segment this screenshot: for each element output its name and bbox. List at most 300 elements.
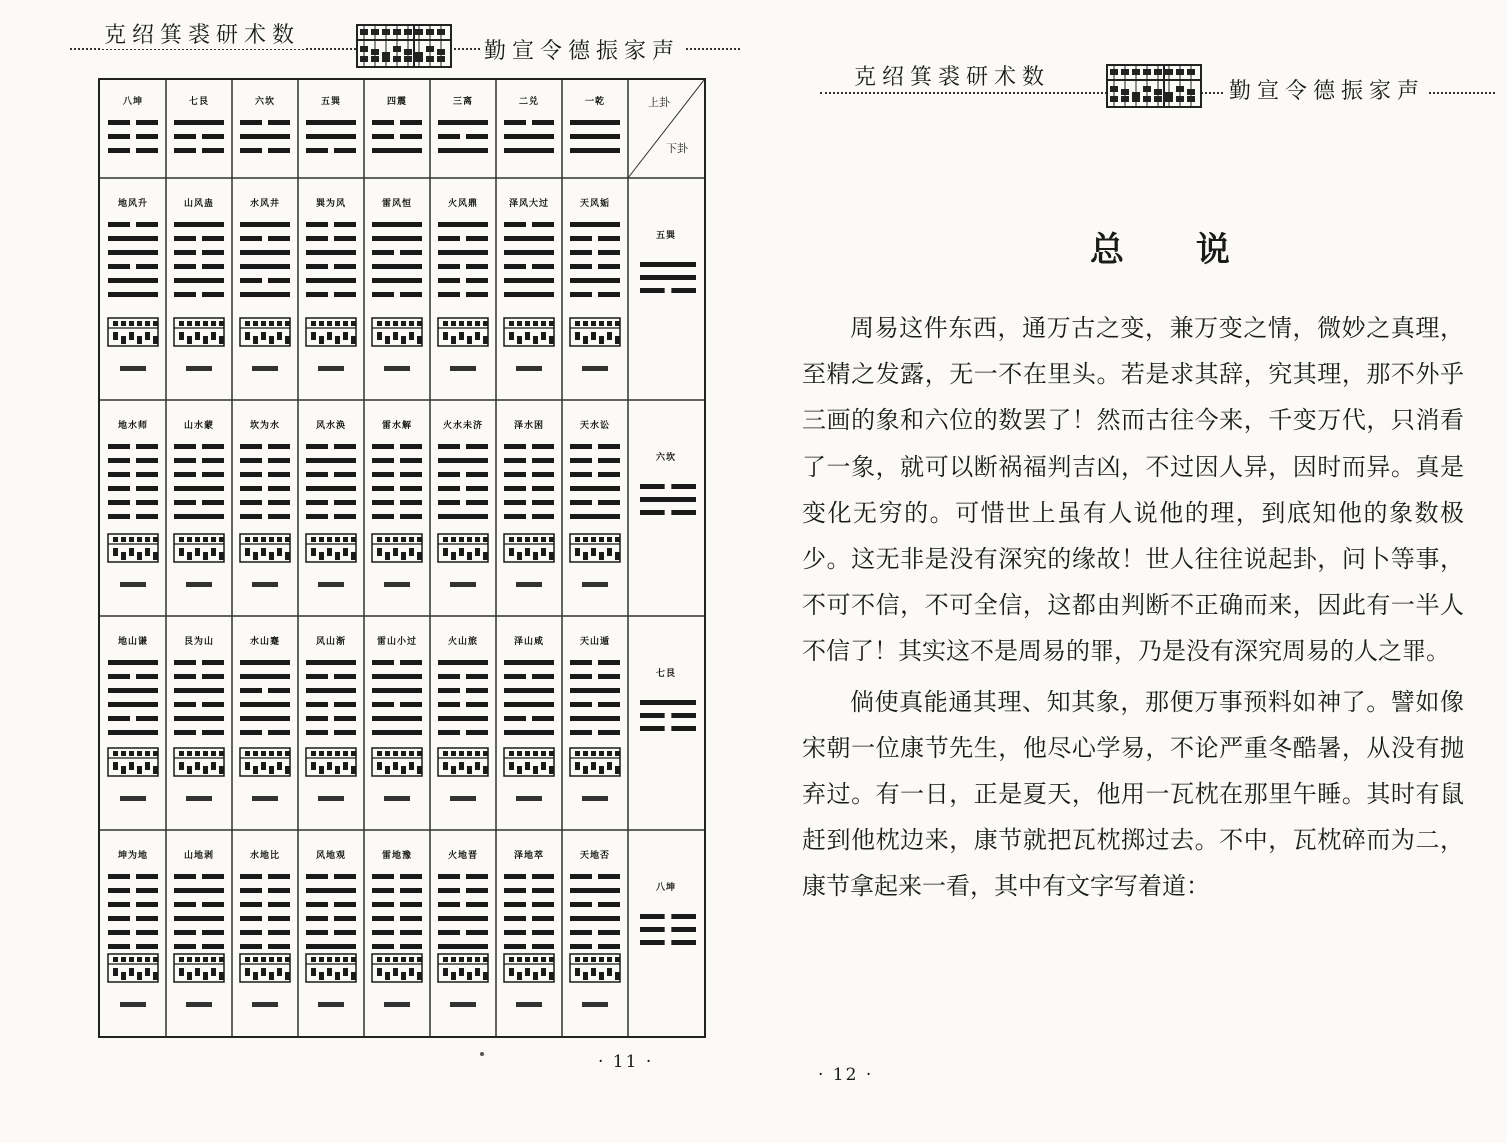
yin-line (108, 888, 130, 893)
counting-bead (311, 537, 316, 542)
counting-bead (467, 552, 472, 560)
counting-bead (451, 766, 456, 774)
numeral-mark (186, 582, 212, 587)
counting-bead (351, 751, 356, 756)
hexagram-title: 风地观 (315, 851, 346, 861)
trigram-title: 八坤 (122, 97, 143, 107)
yang-line (438, 916, 488, 921)
yin-line (570, 944, 592, 949)
yin-line (504, 930, 526, 935)
abacus-icon (1106, 64, 1202, 108)
counting-bead (253, 537, 258, 542)
trigram-title: 一乾 (584, 97, 605, 107)
abacus-bead (1121, 69, 1129, 75)
counting-bead (377, 332, 382, 340)
right-page (760, 0, 1507, 1143)
counting-bead (417, 336, 422, 344)
hexagram-title: 巽为风 (315, 199, 346, 209)
counting-bead (443, 968, 448, 976)
yang-line (240, 222, 290, 227)
abacus-bead (393, 56, 401, 62)
yin-line (268, 120, 290, 125)
counting-bead (475, 751, 480, 756)
yin-line (504, 944, 526, 949)
yin-line (640, 713, 665, 718)
counting-bead (179, 332, 184, 340)
yin-line (174, 472, 196, 477)
counting-bead (459, 332, 464, 340)
counting-bead (285, 537, 290, 542)
counting-bead (393, 321, 398, 326)
yang-line (108, 660, 158, 665)
counting-bead (285, 336, 290, 344)
counting-bead (113, 537, 118, 542)
corner-label-bottom: 下卦 (666, 142, 688, 155)
hexagram-title: 山地剥 (183, 851, 214, 861)
yin-line (136, 716, 158, 721)
counting-bead (203, 751, 208, 756)
counting-bead (179, 548, 184, 556)
counting-bead (533, 766, 538, 774)
yin-line (174, 250, 196, 255)
row-trigram-label: 六坎 (655, 453, 676, 463)
yang-line (174, 916, 224, 921)
counting-bead (467, 751, 472, 756)
counting-bead (509, 332, 514, 340)
counting-bead (351, 552, 356, 560)
yin-line (372, 444, 394, 449)
yang-line (174, 688, 224, 693)
yin-line (570, 874, 592, 879)
yin-line (671, 940, 696, 945)
numeral-mark (252, 582, 278, 587)
counting-bead (401, 552, 406, 560)
counting-bead (459, 548, 464, 556)
yang-line (570, 514, 620, 519)
counting-bead (541, 762, 546, 770)
counting-bead (121, 336, 126, 344)
yin-line (108, 222, 130, 227)
yin-line (108, 902, 130, 907)
counting-bead (607, 762, 612, 770)
yin-line (400, 702, 422, 707)
abacus-bead (1121, 89, 1129, 95)
counting-bead (343, 537, 348, 542)
counting-bead (575, 968, 580, 976)
yin-line (438, 902, 460, 907)
counting-bead (509, 751, 514, 756)
yin-line (400, 500, 422, 505)
counting-bead (517, 957, 522, 962)
hexagram-title: 风水涣 (315, 421, 346, 431)
counting-bead (483, 552, 488, 560)
yin-line (108, 716, 130, 721)
abacus-bead (1165, 69, 1173, 75)
yang-line (240, 674, 290, 679)
counting-bead (269, 972, 274, 980)
counting-bead (401, 537, 406, 542)
counting-bead (319, 957, 324, 962)
yin-line (438, 472, 460, 477)
yin-line (174, 944, 196, 949)
counting-bead (385, 957, 390, 962)
counting-bead (195, 332, 200, 340)
counting-bead (261, 548, 266, 556)
counting-bead (277, 537, 282, 542)
counting-bead (541, 548, 546, 556)
yin-line (240, 458, 262, 463)
counting-bead (269, 957, 274, 962)
counting-bead (583, 766, 588, 774)
yin-line (108, 134, 130, 139)
counting-bead (195, 968, 200, 976)
yin-line (466, 292, 488, 297)
counting-bead (327, 548, 332, 556)
header-left-text: 克绍箕裘研术数 (100, 18, 304, 49)
yang-line (372, 222, 422, 227)
counting-bead (467, 537, 472, 542)
yin-line (532, 930, 554, 935)
counting-bead (385, 336, 390, 344)
counting-bead (351, 957, 356, 962)
counting-bead (525, 321, 530, 326)
counting-bead (129, 332, 134, 340)
counting-bead (401, 972, 406, 980)
yin-line (532, 222, 554, 227)
counting-bead (211, 968, 216, 976)
counting-bead (541, 537, 546, 542)
counting-bead (137, 957, 142, 962)
yin-line (532, 444, 554, 449)
yin-line (268, 902, 290, 907)
counting-bead (261, 332, 266, 340)
counting-bead (583, 336, 588, 344)
corner-label-top: 上卦 (648, 96, 670, 109)
counting-bead (615, 321, 620, 326)
counting-bead (319, 972, 324, 980)
abacus-bead (1154, 96, 1162, 102)
yin-line (268, 688, 290, 693)
yin-line (136, 500, 158, 505)
counting-bead (343, 957, 348, 962)
yin-line (640, 510, 665, 515)
counting-bead (269, 321, 274, 326)
yin-line (570, 702, 592, 707)
yin-line (640, 940, 665, 945)
yin-line (372, 930, 394, 935)
yin-line (400, 514, 422, 519)
counting-bead (319, 766, 324, 774)
counting-bead (483, 957, 488, 962)
yin-line (136, 930, 158, 935)
counting-bead (195, 537, 200, 542)
yin-line (532, 902, 554, 907)
yin-line (598, 264, 620, 269)
abacus-bead (360, 29, 368, 35)
hexagram-title: 地风升 (117, 199, 148, 209)
yang-line (504, 278, 554, 283)
yin-line (400, 660, 422, 665)
counting-bead (377, 751, 382, 756)
counting-bead (311, 332, 316, 340)
counting-bead (219, 321, 224, 326)
hexagram-title: 地山谦 (117, 637, 148, 647)
abacus-bead (404, 49, 412, 55)
numeral-mark (120, 582, 146, 587)
yin-line (372, 874, 394, 879)
counting-bead (203, 972, 208, 980)
abacus-bead (1110, 96, 1118, 102)
numeral-mark (318, 582, 344, 587)
yin-line (240, 902, 262, 907)
section-title: 总 说 (1090, 230, 1260, 270)
yin-line (240, 444, 262, 449)
counting-bead (253, 321, 258, 326)
counting-bead (525, 968, 530, 976)
counting-bead (583, 751, 588, 756)
counting-bead (417, 957, 422, 962)
yang-line (372, 674, 422, 679)
yang-line (372, 148, 422, 153)
yin-line (202, 292, 224, 297)
yin-line (466, 134, 488, 139)
yin-line (598, 458, 620, 463)
yang-line (174, 486, 224, 491)
counting-bead (179, 762, 184, 770)
yang-line (438, 660, 488, 665)
yin-line (108, 674, 130, 679)
counting-bead (509, 957, 514, 962)
yin-line (671, 713, 696, 718)
yin-line (174, 444, 196, 449)
counting-bead (137, 552, 142, 560)
counting-bead (187, 972, 192, 980)
counting-bead (385, 751, 390, 756)
yin-line (268, 874, 290, 879)
yang-line (174, 222, 224, 227)
counting-bead (525, 957, 530, 962)
yin-line (334, 674, 356, 679)
counting-bead (211, 957, 216, 962)
counting-bead (575, 762, 580, 770)
numeral-mark (384, 796, 410, 801)
yin-line (438, 134, 460, 139)
trigram-title: 四震 (386, 97, 407, 107)
counting-bead (245, 548, 250, 556)
counting-bead (311, 968, 316, 976)
counting-bead (277, 321, 282, 326)
yin-line (438, 874, 460, 879)
abacus-bead (1143, 96, 1151, 102)
abacus-bead (1143, 69, 1151, 75)
yin-line (504, 874, 526, 879)
counting-bead (137, 766, 142, 774)
yin-line (532, 472, 554, 477)
yin-line (268, 888, 290, 893)
abacus-bead (1176, 96, 1184, 102)
counting-bead (607, 957, 612, 962)
yin-line (438, 444, 460, 449)
abacus-bead (371, 56, 379, 62)
yin-line (466, 930, 488, 935)
yin-line (306, 716, 328, 721)
counting-bead (211, 548, 216, 556)
counting-bead (277, 957, 282, 962)
counting-bead (583, 321, 588, 326)
yin-line (136, 120, 158, 125)
yin-line (306, 500, 328, 505)
yang-line (306, 660, 356, 665)
yin-line (570, 660, 592, 665)
counting-bead (591, 751, 596, 756)
counting-bead (261, 968, 266, 976)
abacus-bead (426, 56, 434, 62)
counting-bead (269, 537, 274, 542)
yang-line (306, 134, 356, 139)
counting-bead (401, 751, 406, 756)
counting-bead (327, 332, 332, 340)
yin-line (372, 292, 394, 297)
yin-line (532, 120, 554, 125)
counting-bead (409, 968, 414, 976)
counting-bead (219, 957, 224, 962)
counting-bead (615, 751, 620, 756)
yin-line (240, 486, 262, 491)
trigram-title: 三离 (452, 97, 473, 107)
counting-bead (483, 321, 488, 326)
yin-line (598, 236, 620, 241)
yin-line (400, 458, 422, 463)
counting-bead (377, 537, 382, 542)
yin-line (334, 500, 356, 505)
counting-bead (137, 537, 142, 542)
yin-line (306, 264, 328, 269)
numeral-mark (582, 796, 608, 801)
counting-bead (319, 537, 324, 542)
counting-bead (517, 336, 522, 344)
yang-line (108, 236, 158, 241)
counting-bead (269, 552, 274, 560)
numeral-mark (516, 1002, 542, 1007)
yin-line (334, 930, 356, 935)
yin-line (466, 888, 488, 893)
counting-bead (351, 321, 356, 326)
counting-bead (467, 766, 472, 774)
counting-bead (253, 972, 258, 980)
yin-line (202, 472, 224, 477)
abacus-bead (1165, 96, 1173, 102)
counting-bead (385, 321, 390, 326)
yin-line (504, 888, 526, 893)
yin-line (640, 726, 665, 731)
numeral-mark (252, 1002, 278, 1007)
counting-bead (607, 332, 612, 340)
yin-line (598, 250, 620, 255)
counting-bead (409, 762, 414, 770)
counting-bead (351, 537, 356, 542)
yang-line (438, 514, 488, 519)
yin-line (174, 674, 196, 679)
counting-bead (533, 957, 538, 962)
counting-bead (277, 762, 282, 770)
yin-line (504, 486, 526, 491)
numeral-mark (516, 366, 542, 371)
counting-bead (443, 332, 448, 340)
yin-line (108, 486, 130, 491)
counting-bead (121, 957, 126, 962)
counting-bead (615, 537, 620, 542)
hexagram-title: 雷地豫 (381, 851, 412, 861)
yin-line (438, 674, 460, 679)
counting-bead (417, 972, 422, 980)
header-left-text: 克绍箕裘研术数 (850, 60, 1054, 91)
counting-bead (509, 548, 514, 556)
yang-line (504, 292, 554, 297)
yin-line (306, 292, 328, 297)
trigram-hexagram-table (98, 78, 706, 1038)
yin-line (400, 902, 422, 907)
counting-bead (285, 321, 290, 326)
yin-line (640, 927, 665, 932)
yin-line (466, 688, 488, 693)
counting-bead (599, 537, 604, 542)
counting-bead (451, 972, 456, 980)
yang-line (570, 222, 620, 227)
yin-line (268, 458, 290, 463)
counting-bead (549, 552, 554, 560)
hexagram-title: 坤为地 (117, 851, 148, 861)
counting-bead (517, 751, 522, 756)
yin-line (570, 730, 592, 735)
yin-line (372, 888, 394, 893)
yin-line (671, 927, 696, 932)
hexagram-title: 风山渐 (315, 637, 346, 647)
yang-line (438, 250, 488, 255)
counting-bead (459, 968, 464, 976)
yang-line (570, 888, 620, 893)
yin-line (400, 930, 422, 935)
yang-line (504, 702, 554, 707)
yin-line (306, 674, 328, 679)
counting-bead (517, 537, 522, 542)
yin-line (108, 458, 130, 463)
counting-bead (113, 957, 118, 962)
hexagram-title: 泽风大过 (508, 199, 549, 209)
counting-bead (393, 968, 398, 976)
abacus-bead (1110, 86, 1118, 92)
yang-line (438, 222, 488, 227)
yin-line (570, 500, 592, 505)
yin-line (268, 486, 290, 491)
counting-bead (311, 321, 316, 326)
abacus-bead (415, 29, 423, 35)
counting-bead (575, 751, 580, 756)
counting-bead (285, 972, 290, 980)
yang-line (306, 278, 356, 283)
counting-bead (377, 548, 382, 556)
counting-bead (145, 537, 150, 542)
yin-line (108, 444, 130, 449)
counting-bead (277, 968, 282, 976)
counting-bead (583, 552, 588, 560)
abacus-bead (393, 46, 401, 52)
yin-line (400, 134, 422, 139)
counting-bead (541, 957, 546, 962)
yin-line (438, 278, 460, 283)
counting-bead (261, 537, 266, 542)
yin-line (108, 944, 130, 949)
counting-bead (277, 548, 282, 556)
